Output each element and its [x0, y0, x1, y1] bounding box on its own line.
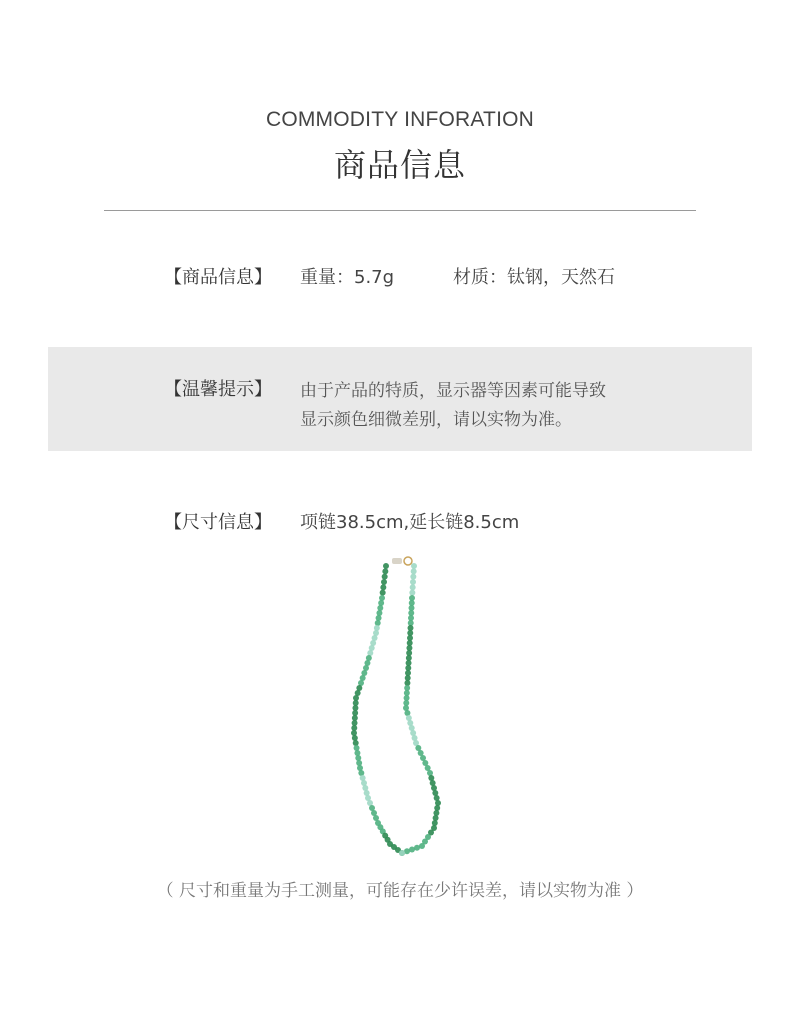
bead — [411, 563, 417, 569]
bead — [432, 820, 438, 826]
product-info-label: 【商品信息】 — [164, 267, 272, 288]
necklace-image — [330, 548, 470, 868]
tip-label: 【温馨提示】 — [164, 379, 272, 400]
bead — [410, 574, 416, 580]
bead — [376, 610, 382, 616]
bead — [410, 584, 416, 590]
bead — [356, 760, 362, 766]
bead — [434, 805, 440, 811]
bead — [382, 568, 388, 574]
bead — [352, 735, 358, 741]
bead — [383, 563, 389, 569]
bead — [354, 745, 360, 751]
measurement-note: （ 尺寸和重量为手工测量，可能存在少许误差，请以实物为准 ） — [156, 881, 644, 901]
bead — [354, 750, 360, 756]
bead — [351, 730, 357, 736]
bead — [433, 815, 439, 821]
bead — [381, 579, 387, 585]
bead — [410, 579, 416, 585]
tip-line-1: 由于产品的特质，显示器等因素可能导致 — [300, 381, 606, 401]
bead — [376, 615, 382, 621]
size-text: 项链38.5cm,延长链8.5cm — [300, 512, 520, 533]
title-chinese: 商品信息 — [333, 146, 466, 184]
bead — [380, 584, 386, 590]
bead — [433, 810, 439, 816]
clasp-icon — [392, 557, 412, 565]
title-divider — [104, 210, 696, 211]
bead — [380, 590, 386, 596]
product-weight: 重量：5.7g — [300, 267, 395, 288]
bead — [355, 755, 361, 761]
bead — [409, 590, 415, 596]
bead — [374, 625, 380, 631]
bead — [379, 595, 385, 601]
bead — [435, 800, 441, 806]
bead — [378, 600, 384, 606]
bead — [353, 740, 359, 746]
bead — [375, 620, 381, 626]
tip-line-2: 显示颜色细微差别，请以实物为准。 — [300, 410, 572, 430]
title-english: COMMODITY INFORATION — [265, 108, 535, 131]
size-label: 【尺寸信息】 — [164, 512, 272, 533]
necklace-beads — [351, 563, 441, 856]
product-material: 材质：钛钢，天然石 — [453, 267, 615, 288]
bead — [411, 568, 417, 574]
bead — [382, 574, 388, 580]
bead — [377, 605, 383, 611]
bead — [399, 850, 405, 856]
